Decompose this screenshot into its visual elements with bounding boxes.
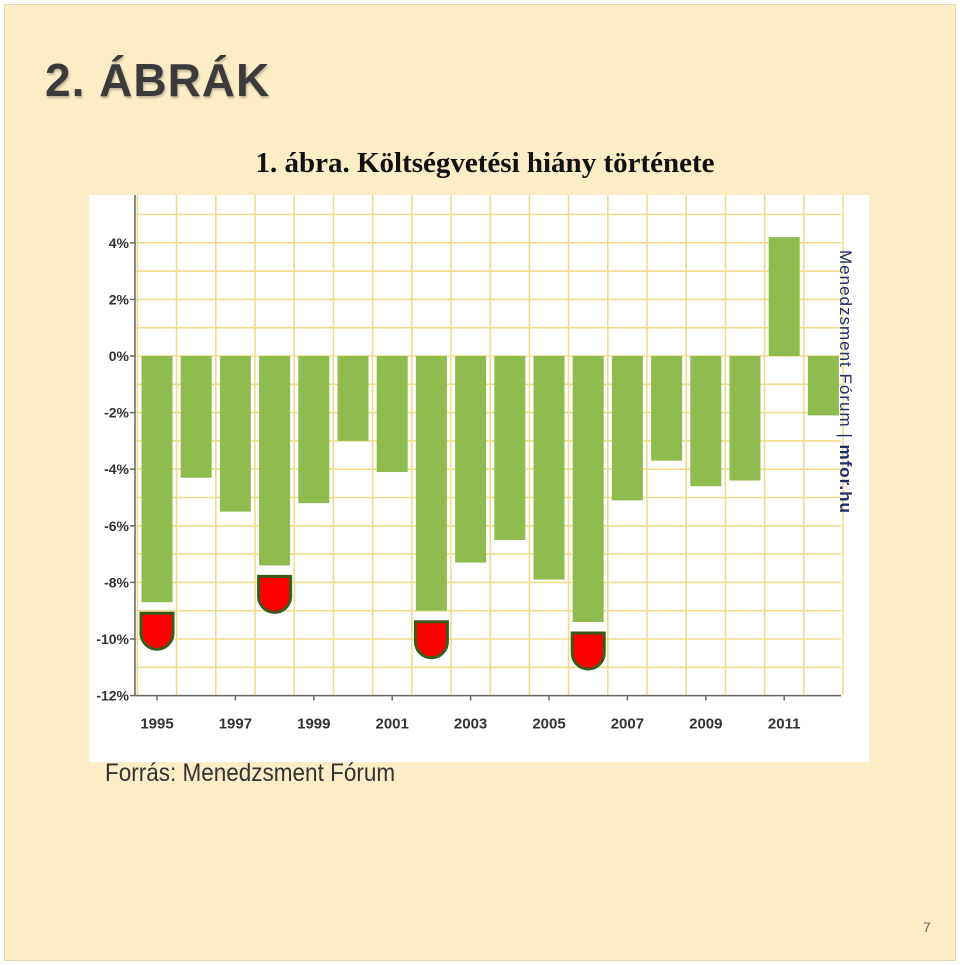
figure-title: 1. ábra. Költségvetési hiány története	[255, 147, 715, 179]
y-tick-label: 0%	[108, 348, 129, 364]
bar-2002	[416, 356, 447, 611]
source-note: Forrás: Menedzsment Fórum	[105, 759, 396, 787]
x-tick-label: 2001	[375, 715, 409, 733]
bar-2008	[651, 356, 682, 461]
bar-1997	[220, 356, 251, 512]
bar-2007	[612, 356, 643, 500]
y-tick-label: -8%	[104, 574, 129, 591]
watermark-site: mfor.hu	[836, 444, 855, 514]
y-tick-label: -4%	[104, 461, 129, 478]
watermark-separator: |	[836, 433, 855, 439]
bar-1998	[259, 356, 290, 565]
bar-2006	[573, 356, 604, 622]
x-tick-label: 1997	[218, 715, 253, 733]
page-number: 7	[923, 919, 931, 935]
y-tick-label: 2%	[108, 291, 129, 308]
y-tick-label: -6%	[104, 517, 129, 534]
bar-2010	[730, 356, 761, 481]
slide-heading: 2. ÁBRÁK	[45, 54, 271, 106]
x-tick-label: 2007	[610, 715, 645, 733]
y-tick-label: -2%	[104, 404, 129, 421]
bar-2005	[534, 356, 565, 580]
bar-2001	[377, 356, 408, 472]
bar-1999	[298, 356, 329, 503]
deficit-bar-chart	[89, 195, 869, 762]
x-tick-label: 2003	[453, 715, 488, 733]
chart-panel	[89, 195, 869, 762]
x-tick-label: 1999	[297, 715, 331, 733]
x-tick-label: 1995	[140, 715, 174, 733]
bar-1995	[142, 356, 173, 602]
bar-2003	[455, 356, 486, 563]
bar-1996	[181, 356, 212, 478]
y-tick-label: 4%	[108, 234, 129, 251]
highlight-marker-1998	[259, 576, 291, 612]
bar-2011	[769, 237, 800, 356]
y-tick-label: -10%	[96, 631, 129, 647]
highlight-marker-1995	[141, 613, 173, 649]
bar-2009	[690, 356, 721, 486]
watermark	[835, 250, 855, 514]
highlight-marker-2002	[415, 622, 447, 658]
watermark-main: Menedzsment Fórum	[836, 250, 855, 428]
highlight-marker-2006	[572, 633, 604, 669]
x-tick-label: 2011	[767, 715, 801, 733]
x-tick-label: 2005	[532, 715, 566, 733]
slide	[4, 4, 956, 961]
bar-2000	[338, 356, 369, 441]
x-tick-label: 2009	[689, 715, 723, 733]
y-tick-label: -12%	[96, 687, 129, 704]
bar-2004	[494, 356, 525, 540]
